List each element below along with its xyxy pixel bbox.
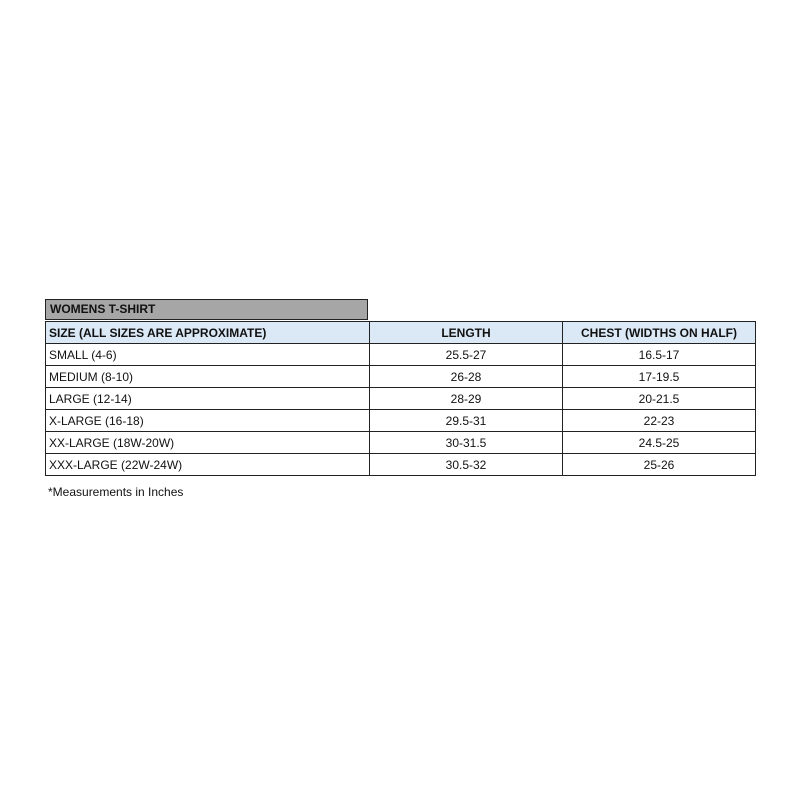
size-chart-table (45, 321, 756, 476)
table-row (46, 432, 756, 454)
chest-cell: 20-21.5 (563, 388, 756, 410)
measurement-footnote: *Measurements in Inches (48, 485, 184, 499)
size-cell: X-LARGE (16-18) (46, 410, 370, 432)
length-cell: 26-28 (370, 366, 563, 388)
size-cell: XX-LARGE (18W-20W) (46, 432, 370, 454)
table-header-row (46, 322, 756, 344)
chest-cell: 24.5-25 (563, 432, 756, 454)
size-cell: XXX-LARGE (22W-24W) (46, 454, 370, 476)
chest-cell: 22-23 (563, 410, 756, 432)
size-cell: MEDIUM (8-10) (46, 366, 370, 388)
table-row (46, 344, 756, 366)
chest-cell: 25-26 (563, 454, 756, 476)
length-cell: 25.5-27 (370, 344, 563, 366)
column-header-size: SIZE (ALL SIZES ARE APPROXIMATE) (46, 322, 370, 344)
table-row (46, 366, 756, 388)
table-title: WOMENS T-SHIRT (45, 299, 368, 320)
length-cell: 30-31.5 (370, 432, 563, 454)
chest-cell: 17-19.5 (563, 366, 756, 388)
length-cell: 28-29 (370, 388, 563, 410)
table-row (46, 388, 756, 410)
length-cell: 30.5-32 (370, 454, 563, 476)
column-header-length: LENGTH (370, 322, 563, 344)
table-row (46, 454, 756, 476)
table-row (46, 410, 756, 432)
size-cell: LARGE (12-14) (46, 388, 370, 410)
column-header-chest: CHEST (WIDTHS ON HALF) (563, 322, 756, 344)
chest-cell: 16.5-17 (563, 344, 756, 366)
length-cell: 29.5-31 (370, 410, 563, 432)
size-cell: SMALL (4-6) (46, 344, 370, 366)
